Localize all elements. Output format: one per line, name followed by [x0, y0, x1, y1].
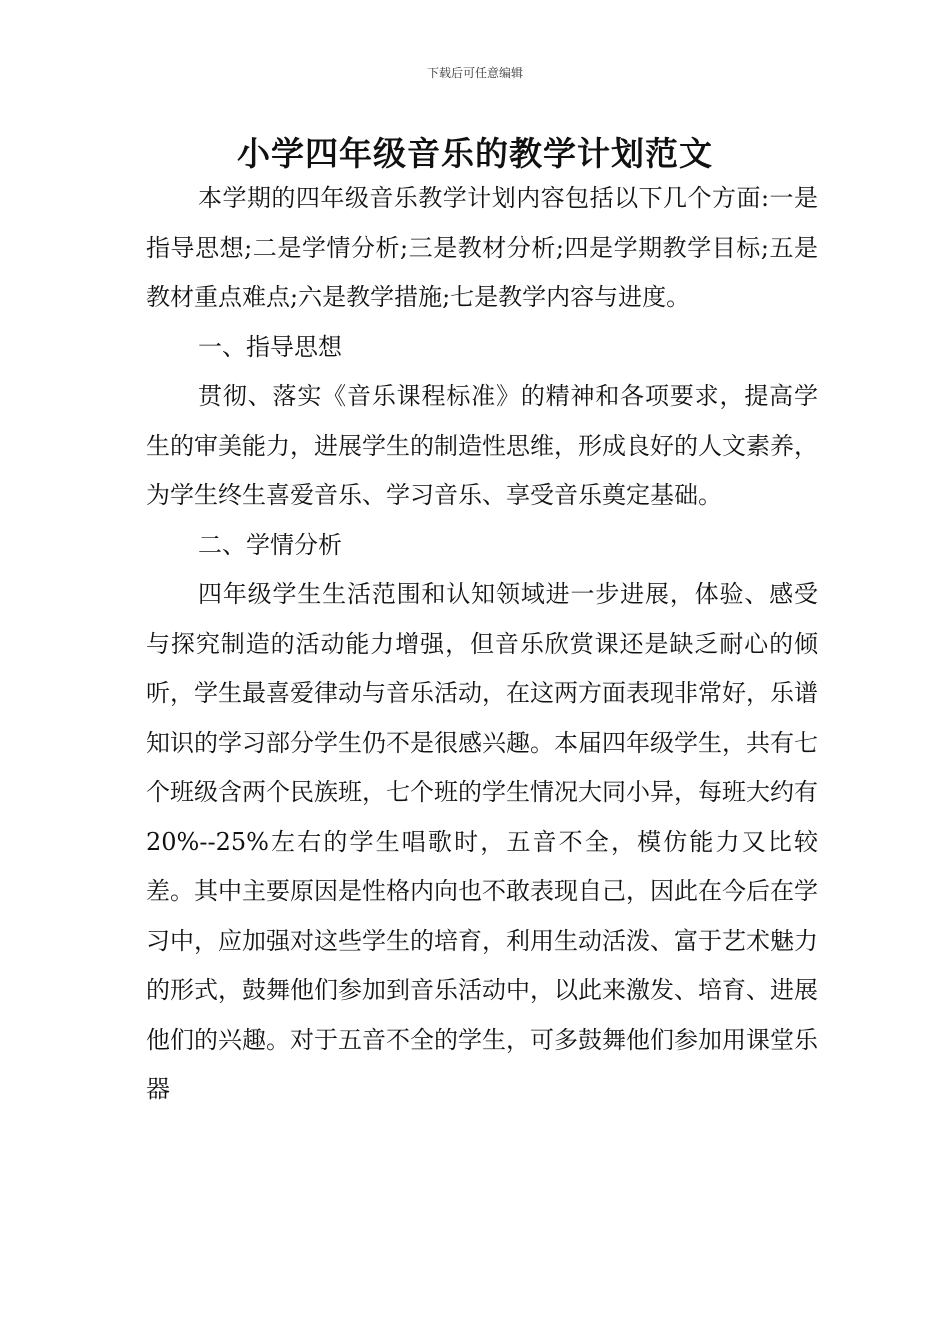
guiding-ideology-paragraph: 贯彻、落实《音乐课程标准》的精神和各项要求，提高学生的审美能力，进展学生的制造性思维，形成良好的人文素养，为学生终生喜爱音乐、学习音乐、享受音乐奠定基础。 [146, 382, 818, 509]
header-note: 下载后可任意编辑 [426, 66, 523, 80]
section-heading-guiding-ideology: 一、指导思想 [198, 332, 342, 361]
section-heading-student-analysis: 二、学情分析 [198, 530, 342, 559]
document-body [146, 174, 818, 1115]
intro-paragraph: 本学期的四年级音乐教学计划内容包括以下几个方面:一是指导思想;二是学情分析;三是教材分析;四是学期教学目标;五是教材重点难点;六是教学措施;七是教学内容与进度。 [146, 184, 818, 311]
student-analysis-paragraph: 四年级学生生活范围和认知领域进一步进展，体验、感受与探究制造的活动能力增强，但音乐欣赏课还是缺乏耐心的倾听，学生最喜爱律动与音乐活动，在这两方面表现非常好，乐谱知识的学习部分学生仍不是很感兴趣。本届四年级学生，共有七个班级含两个民族班，七个班的学生情况大同小异，每班大约有 20%--25%左右的学生唱歌时，五音不全，模仿能力又比较差。其中主要原因是性格内向也不敢表现自己，因此在今后在学习中，应加强对这些学生的培育，利用生动活泼、富于艺术魅力的形式，鼓舞他们参加到音乐活动中，以此来激发、培育、进展他们的兴趣。对于五音不全的学生，可多鼓舞他们参加用课堂乐器 [146, 580, 818, 1103]
document-title: 小学四年级音乐的教学计划范文 [237, 134, 713, 173]
